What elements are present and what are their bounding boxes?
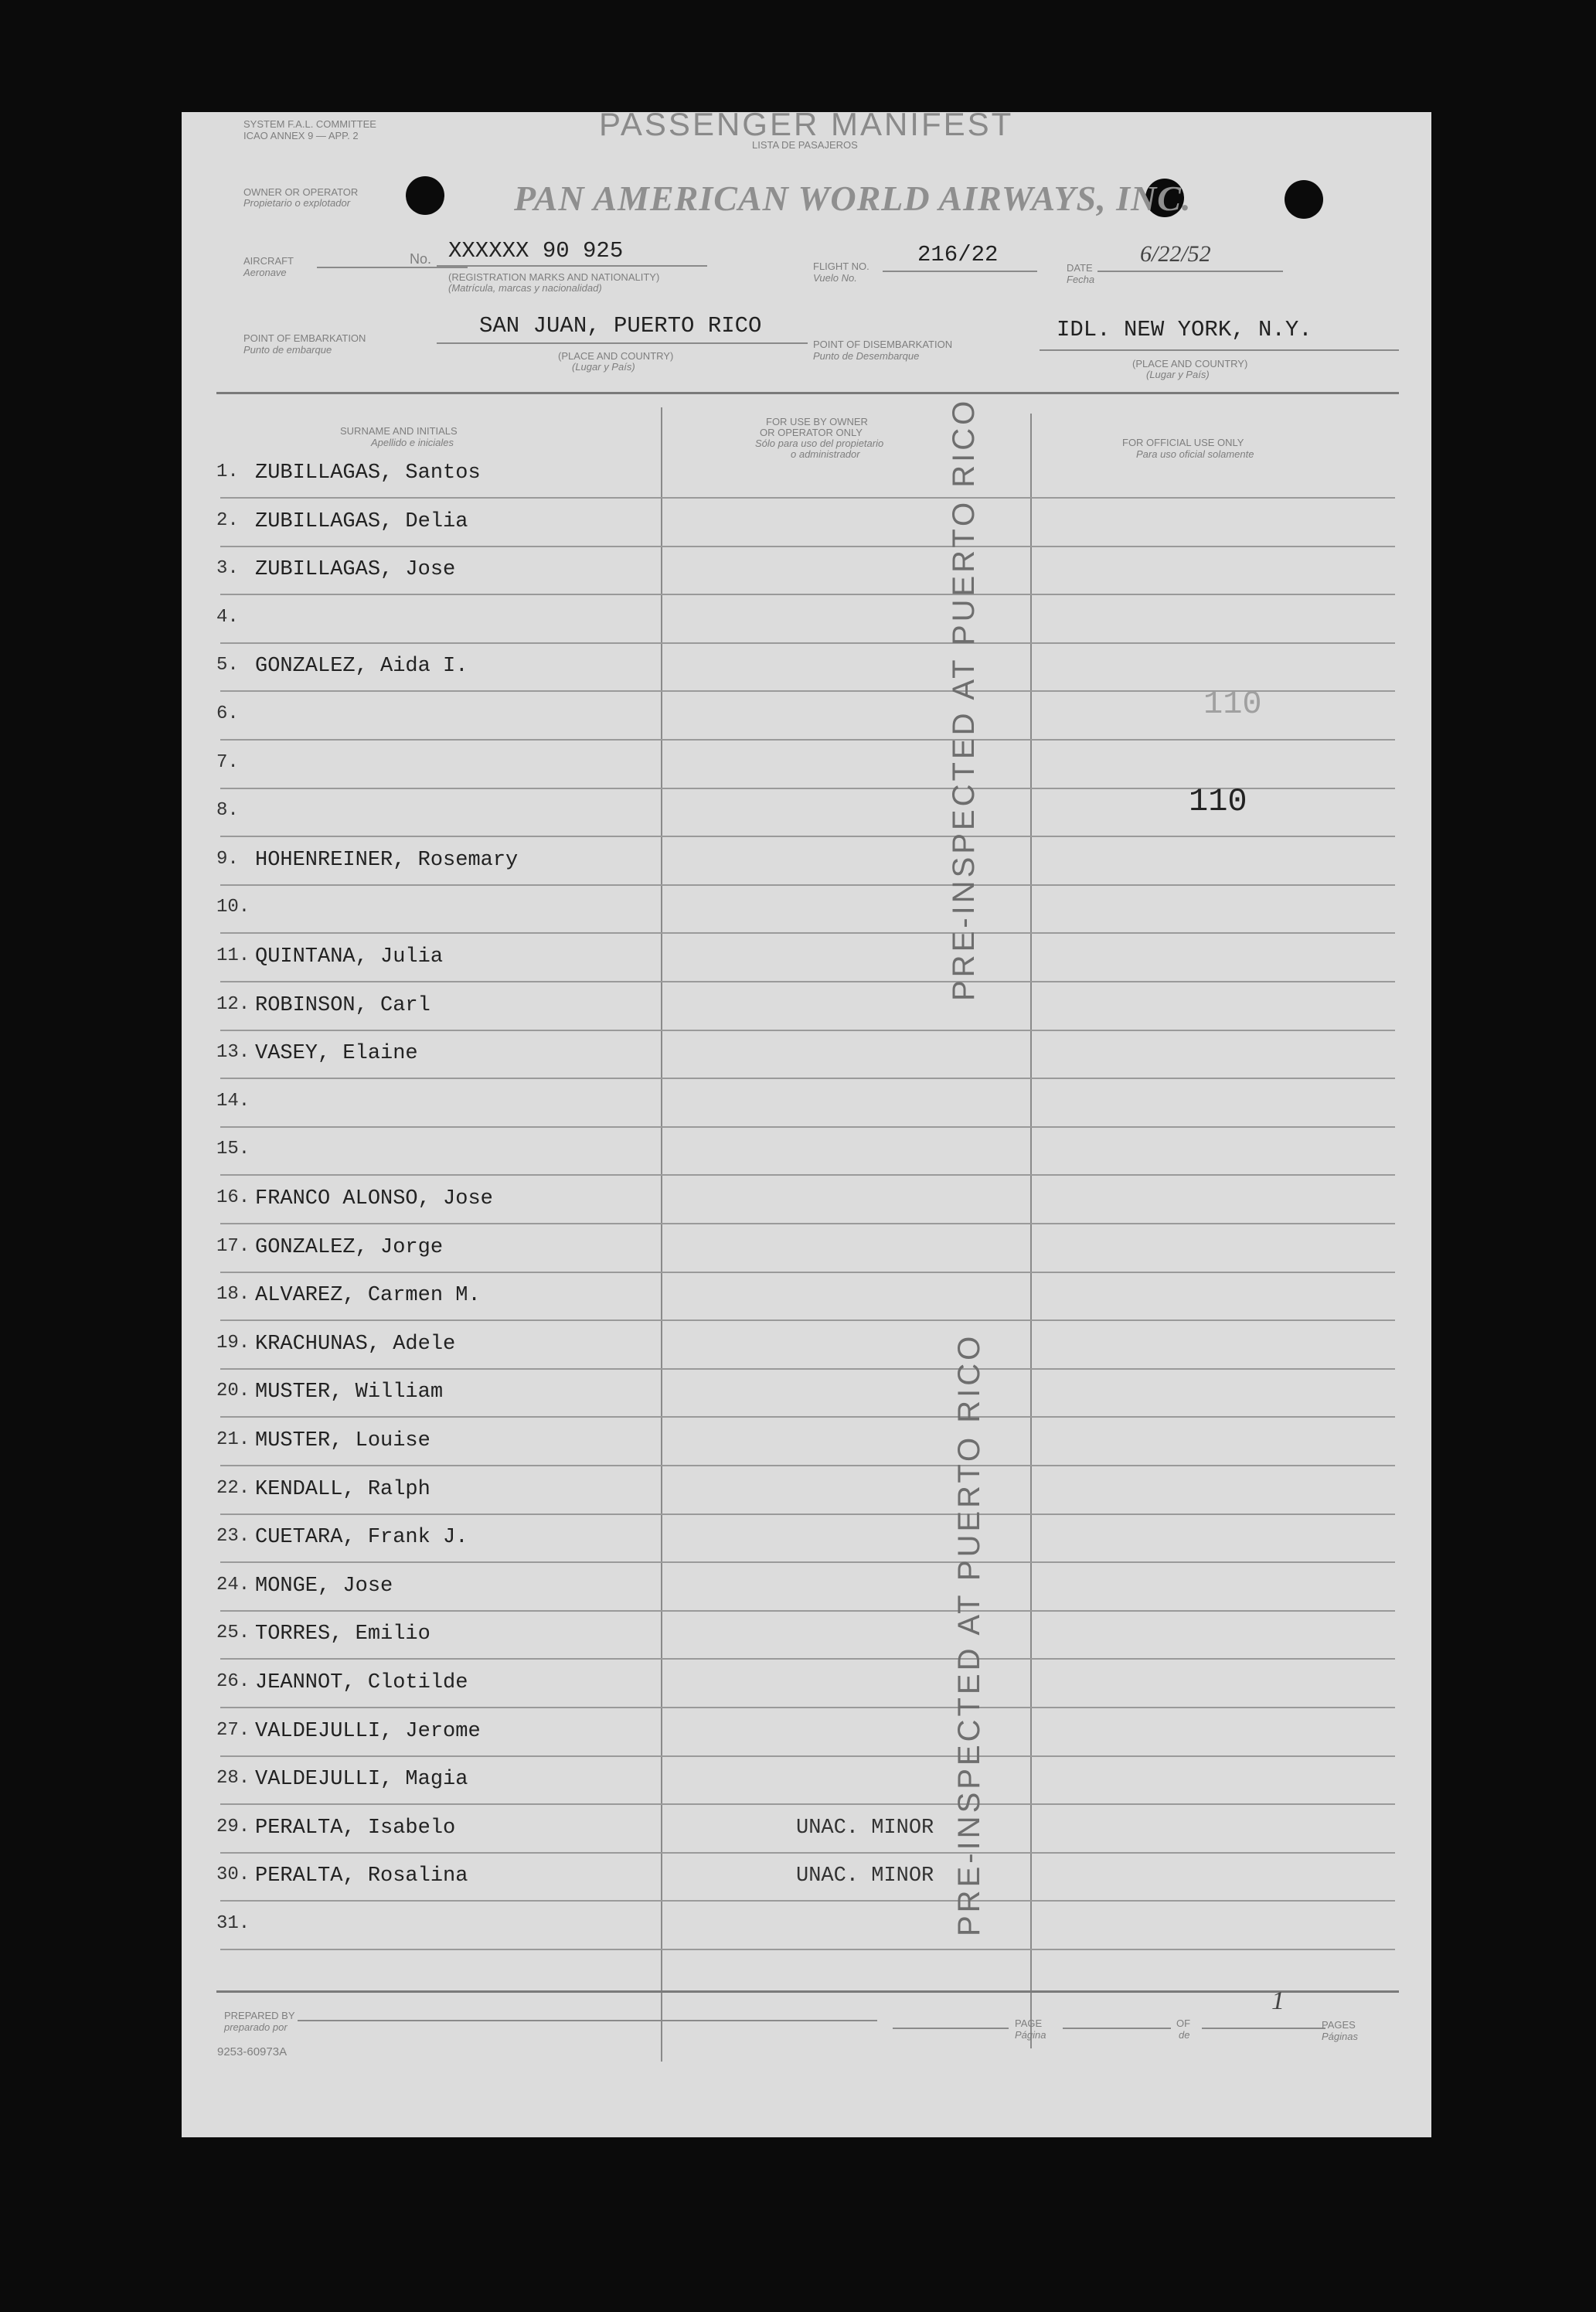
embark-label-es: Punto de embarque bbox=[243, 344, 332, 356]
row-rule bbox=[220, 1126, 1395, 1128]
col-surname-head-es: Apellido e iniciales bbox=[371, 437, 454, 448]
row-rule bbox=[220, 594, 1395, 595]
row-rule bbox=[220, 836, 1395, 837]
aircraft-no-prefix: No. bbox=[410, 251, 432, 267]
punch-hole bbox=[1285, 180, 1323, 219]
col-operator-head-1: FOR USE BY OWNER bbox=[766, 416, 868, 427]
row-number: 10. bbox=[216, 897, 250, 918]
row-number: 29. bbox=[216, 1817, 250, 1837]
row-rule bbox=[220, 932, 1395, 934]
passenger-name: MONGE, Jose bbox=[255, 1575, 393, 1598]
rule bbox=[437, 342, 808, 344]
date-value: 6/22/52 bbox=[1140, 241, 1211, 267]
passenger-name: ZUBILLAGAS, Jose bbox=[255, 558, 456, 581]
passenger-name: GONZALEZ, Aida I. bbox=[255, 655, 468, 678]
rule bbox=[893, 2028, 1009, 2029]
passenger-name: ZUBILLAGAS, Delia bbox=[255, 510, 468, 533]
row-rule bbox=[220, 1319, 1395, 1321]
date-label-es: Fecha bbox=[1067, 274, 1095, 285]
form-title: PASSENGER MANIFEST bbox=[599, 106, 1014, 142]
disembark-place-note-es: (Lugar y País) bbox=[1146, 369, 1210, 380]
passenger-name: HOHENREINER, Rosemary bbox=[255, 849, 519, 872]
page-label: PAGE bbox=[1015, 2017, 1043, 2029]
page-label-es: Página bbox=[1015, 2029, 1046, 2041]
row-number: 14. bbox=[216, 1091, 250, 1112]
embark-place-note-es: (Lugar y País) bbox=[572, 361, 635, 373]
row-rule bbox=[220, 1514, 1395, 1515]
col-official-head-es: Para uso oficial solamente bbox=[1136, 448, 1254, 460]
row-rule bbox=[220, 1852, 1395, 1854]
registration-note: (REGISTRATION MARKS AND NATIONALITY) bbox=[448, 271, 660, 283]
passenger-name: MUSTER, Louise bbox=[255, 1429, 430, 1452]
prepared-label: PREPARED BY bbox=[224, 2010, 295, 2021]
row-number: 6. bbox=[216, 703, 239, 724]
row-number: 15. bbox=[216, 1139, 250, 1159]
row-number: 5. bbox=[216, 655, 239, 676]
row-number: 1. bbox=[216, 461, 239, 482]
official-mark: 110 bbox=[1189, 783, 1247, 820]
row-number: 22. bbox=[216, 1478, 250, 1499]
row-rule bbox=[220, 1416, 1395, 1418]
passenger-name: VALDEJULLI, Magia bbox=[255, 1768, 468, 1791]
row-number: 18. bbox=[216, 1284, 250, 1305]
passenger-name: VALDEJULLI, Jerome bbox=[255, 1720, 481, 1743]
disembark-label: POINT OF DISEMBARKATION bbox=[813, 339, 953, 350]
passenger-name: FRANCO ALONSO, Jose bbox=[255, 1187, 493, 1210]
operator-note: UNAC. MINOR bbox=[796, 1817, 934, 1840]
passenger-name: JEANNOT, Clotilde bbox=[255, 1671, 468, 1694]
of-label-es: de bbox=[1179, 2029, 1190, 2041]
aircraft-label-es: Aeronave bbox=[243, 267, 287, 278]
flight-label-es: Vuelo No. bbox=[813, 272, 857, 284]
row-rule bbox=[220, 1030, 1395, 1031]
rule bbox=[1097, 271, 1283, 272]
row-number: 24. bbox=[216, 1575, 250, 1595]
form-title-es: LISTA DE PASAJEROS bbox=[752, 139, 858, 151]
passenger-name: MUSTER, William bbox=[255, 1381, 444, 1404]
page-number: 1 bbox=[1271, 1987, 1285, 2015]
disembark-value: IDL. NEW YORK, N.Y. bbox=[1057, 317, 1312, 342]
passenger-name: ROBINSON, Carl bbox=[255, 994, 430, 1017]
row-rule bbox=[220, 1174, 1395, 1176]
passenger-name: GONZALEZ, Jorge bbox=[255, 1236, 444, 1259]
rule bbox=[1063, 2028, 1171, 2029]
owner-label: OWNER OR OPERATOR bbox=[243, 186, 359, 198]
passenger-name: ZUBILLAGAS, Santos bbox=[255, 461, 481, 485]
row-number: 17. bbox=[216, 1236, 250, 1257]
row-rule bbox=[220, 1368, 1395, 1370]
company-name: PAN AMERICAN WORLD AIRWAYS, INC. bbox=[514, 179, 1192, 218]
col-operator-head-es-2: o administrador bbox=[791, 448, 860, 460]
row-rule bbox=[220, 1755, 1395, 1757]
row-rule bbox=[220, 642, 1395, 644]
row-rule bbox=[220, 739, 1395, 741]
rule bbox=[883, 271, 1037, 272]
passenger-name: PERALTA, Rosalina bbox=[255, 1864, 468, 1888]
row-number: 4. bbox=[216, 607, 239, 628]
row-number: 26. bbox=[216, 1671, 250, 1692]
footer-divider bbox=[216, 1990, 1399, 1993]
row-number: 28. bbox=[216, 1768, 250, 1789]
row-number: 11. bbox=[216, 945, 250, 966]
owner-label-es: Propietario o explotador bbox=[243, 197, 351, 209]
row-rule bbox=[220, 546, 1395, 547]
aircraft-number: XXXXXX 90 925 bbox=[448, 238, 624, 264]
manifest-sheet bbox=[182, 106, 1431, 2137]
row-rule bbox=[220, 1707, 1395, 1708]
pages-label-es: Páginas bbox=[1322, 2031, 1358, 2042]
disembark-label-es: Punto de Desembarque bbox=[813, 350, 920, 362]
passenger-name: QUINTANA, Julia bbox=[255, 945, 444, 969]
col-surname-head: SURNAME AND INITIALS bbox=[340, 425, 458, 437]
row-number: 9. bbox=[216, 849, 239, 870]
row-number: 30. bbox=[216, 1864, 250, 1885]
row-number: 13. bbox=[216, 1042, 250, 1063]
passenger-name: ALVAREZ, Carmen M. bbox=[255, 1284, 481, 1307]
passenger-name: VASEY, Elaine bbox=[255, 1042, 418, 1065]
passenger-name: PERALTA, Isabelo bbox=[255, 1817, 456, 1840]
header-divider bbox=[216, 392, 1399, 394]
flight-number: 216/22 bbox=[917, 242, 999, 267]
rule bbox=[1040, 349, 1399, 351]
row-rule bbox=[220, 497, 1395, 499]
row-number: 16. bbox=[216, 1187, 250, 1208]
row-number: 23. bbox=[216, 1526, 250, 1547]
committee-note: SYSTEM F.A.L. COMMITTEE bbox=[243, 118, 376, 130]
passenger-name: TORRES, Emilio bbox=[255, 1622, 430, 1646]
flight-label: FLIGHT NO. bbox=[813, 260, 869, 272]
disembark-place-note: (PLACE AND COUNTRY) bbox=[1132, 358, 1248, 369]
aircraft-label: AIRCRAFT bbox=[243, 255, 294, 267]
official-mark: 110 bbox=[1203, 686, 1262, 723]
row-number: 12. bbox=[216, 994, 250, 1015]
embark-label: POINT OF EMBARKATION bbox=[243, 332, 366, 344]
date-label: DATE bbox=[1067, 262, 1093, 274]
rule bbox=[437, 265, 707, 267]
inspection-stamp: PRE-INSPECTED AT PUERTO RICO bbox=[952, 1333, 986, 1936]
col-operator-head-2: OR OPERATOR ONLY bbox=[760, 427, 863, 438]
annex-note: ICAO ANNEX 9 — APP. 2 bbox=[243, 130, 359, 141]
row-rule bbox=[220, 1561, 1395, 1563]
rule bbox=[317, 267, 468, 268]
passenger-name: KRACHUNAS, Adele bbox=[255, 1333, 456, 1356]
row-rule bbox=[220, 1610, 1395, 1612]
row-number: 8. bbox=[216, 800, 239, 821]
row-rule bbox=[220, 1223, 1395, 1224]
row-number: 21. bbox=[216, 1429, 250, 1450]
embark-value: SAN JUAN, PUERTO RICO bbox=[479, 313, 762, 339]
passenger-name: CUETARA, Frank J. bbox=[255, 1526, 468, 1549]
row-rule bbox=[220, 884, 1395, 886]
punch-hole bbox=[406, 176, 444, 215]
row-number: 3. bbox=[216, 558, 239, 579]
prepared-label-es: preparado por bbox=[224, 2021, 288, 2033]
row-rule bbox=[220, 1272, 1395, 1273]
inspection-stamp: PRE-INSPECTED AT PUERTO RICO bbox=[947, 397, 981, 1001]
row-rule bbox=[220, 1658, 1395, 1660]
row-rule bbox=[220, 981, 1395, 982]
pages-label: PAGES bbox=[1322, 2019, 1356, 2031]
row-number: 31. bbox=[216, 1913, 250, 1934]
row-number: 25. bbox=[216, 1622, 250, 1643]
row-number: 19. bbox=[216, 1333, 250, 1353]
passenger-name: KENDALL, Ralph bbox=[255, 1478, 430, 1501]
row-rule bbox=[220, 1803, 1395, 1805]
embark-place-note: (PLACE AND COUNTRY) bbox=[558, 350, 674, 362]
rule bbox=[298, 2020, 877, 2021]
row-number: 27. bbox=[216, 1720, 250, 1741]
column-divider bbox=[661, 407, 662, 2062]
row-rule bbox=[220, 1078, 1395, 1079]
col-operator-head-es-1: Sólo para uso del propietario bbox=[755, 438, 884, 449]
form-code: 9253-60973A bbox=[217, 2045, 288, 2058]
row-number: 2. bbox=[216, 510, 239, 531]
row-number: 7. bbox=[216, 752, 239, 773]
of-label: OF bbox=[1176, 2017, 1191, 2029]
operator-note: UNAC. MINOR bbox=[796, 1864, 934, 1888]
row-rule bbox=[220, 1949, 1395, 1950]
registration-note-es: (Matrícula, marcas y nacionalidad) bbox=[448, 282, 602, 294]
row-rule bbox=[220, 1465, 1395, 1466]
row-number: 20. bbox=[216, 1381, 250, 1401]
row-rule bbox=[220, 1900, 1395, 1902]
rule bbox=[1202, 2028, 1325, 2029]
col-official-head: FOR OFFICIAL USE ONLY bbox=[1122, 437, 1244, 448]
